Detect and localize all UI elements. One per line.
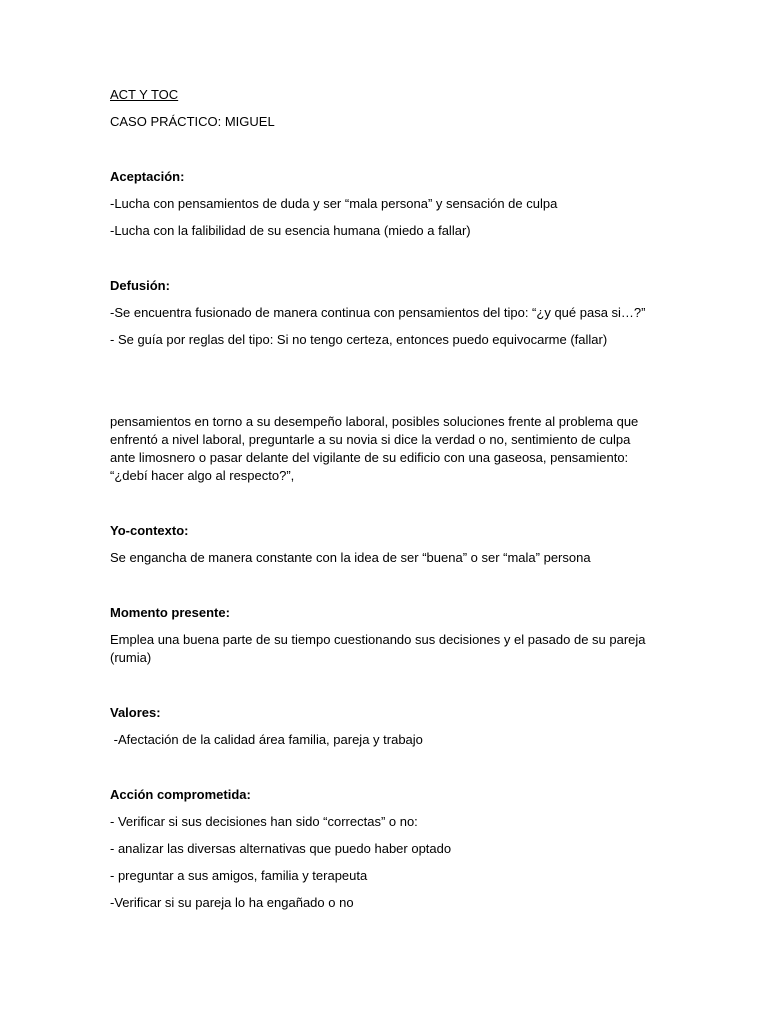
document-title: ACT Y TOC — [110, 87, 179, 102]
defusion-item-2: - Se guía por reglas del tipo: Si no tengo certeza, entonces puedo equivocarme (fallar) — [110, 332, 608, 347]
accion-item-2: - analizar las diversas alternativas que puedo haber optado — [110, 841, 452, 856]
defusion-item-1: -Se encuentra fusionado de manera continua con pensamientos del tipo: “¿y qué pasa si…?” — [110, 305, 646, 320]
accion-item-3: - preguntar a sus amigos, familia y terapeuta — [110, 868, 368, 883]
momento-presente-item-1: Emplea una buena parte de su tiempo cuestionando sus decisiones y el pasado de su pareja (rumia) — [110, 632, 646, 665]
heading-aceptacion: Aceptación: — [110, 169, 185, 184]
document-page — [110, 86, 650, 912]
heading-defusion: Defusión: — [110, 278, 170, 293]
heading-yo-contexto: Yo-contexto: — [110, 523, 189, 538]
valores-item-1: -Afectación de la calidad área familia, pareja y trabajo — [110, 732, 423, 747]
heading-valores: Valores: — [110, 705, 161, 720]
aceptacion-item-1: -Lucha con pensamientos de duda y ser “mala persona” y sensación de culpa — [110, 196, 558, 211]
accion-item-4: -Verificar si su pareja lo ha engañado o no — [110, 895, 354, 910]
heading-momento-presente: Momento presente: — [110, 605, 230, 620]
accion-item-1: - Verificar si sus decisiones han sido “correctas” o no: — [110, 814, 418, 829]
yo-contexto-item-1: Se engancha de manera constante con la idea de ser “buena” o ser “mala” persona — [110, 550, 591, 565]
heading-accion-comprometida: Acción comprometida: — [110, 787, 251, 802]
defusion-paragraph: pensamientos en torno a su desempeño laboral, posibles soluciones frente al problema que enfrentó a nivel laboral, preguntarle a su novia si dice la verdad o no, sentimiento de culpa ante limosnero o pasar delante del vigilante de su edificio con una gaseosa, pensamiento: “¿debí hacer algo al respecto?”, — [110, 414, 639, 483]
aceptacion-item-2: -Lucha con la falibilidad de su esencia humana (miedo a fallar) — [110, 223, 471, 238]
case-title: CASO PRÁCTICO: MIGUEL — [110, 114, 275, 129]
